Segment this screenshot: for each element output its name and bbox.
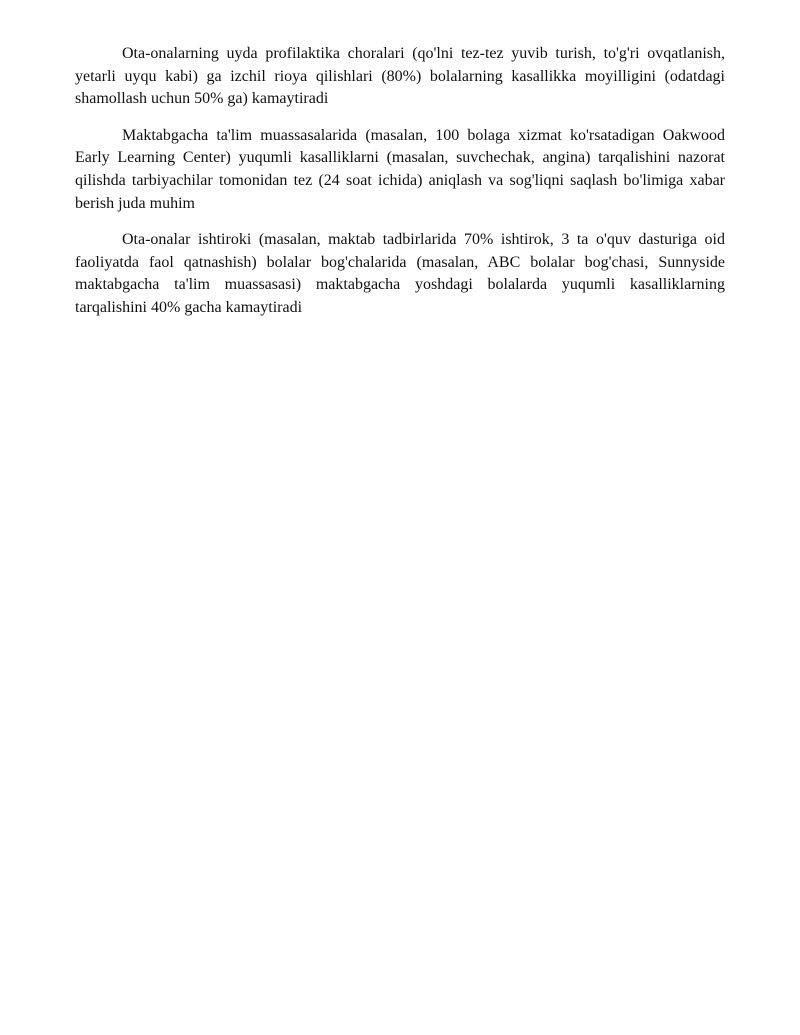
- paragraph-preschool-monitoring: Maktabgacha ta'lim muassasalarida (masalan, 100 bolaga xizmat ko'rsatadigan Oakwood Early Learning Center) yuqumli kasalliklarni (masalan, suvchechak, angina) tarqalishini nazorat qilishda tarbiyachilar tomonidan tez (24 soat ichida) aniqlash va sog'liqni saqlash bo'limiga xabar berish juda muhim: [75, 126, 725, 212]
- paragraph-parent-involvement: Ota-onalar ishtiroki (masalan, maktab tadbirlarida 70% ishtirok, 3 ta o'quv dasturiga oid faoliyatda faol qatnashish) bolalar bog'chalarida (masalan, ABC bolalar bog'chasi, Sunnyside maktabgacha ta'lim muassasasi) maktabgacha yoshdagi bolalarda yuqumli kasalliklarning tarqalishini 40% gacha kamaytiradi: [75, 231, 725, 316]
- paragraph-home-prevention: Ota-onalarning uyda profilaktika choralari (qo'lni tez-tez yuvib turish, to'g'ri ovqatlanish, yetarli uyqu kabi) ga izchil rioya qilishlari (80%) bolalarning kasallikka moyilligini (odatdagi shamollash uchun 50% ga) kamaytiradi: [75, 45, 725, 108]
- document-body: [75, 43, 725, 334]
